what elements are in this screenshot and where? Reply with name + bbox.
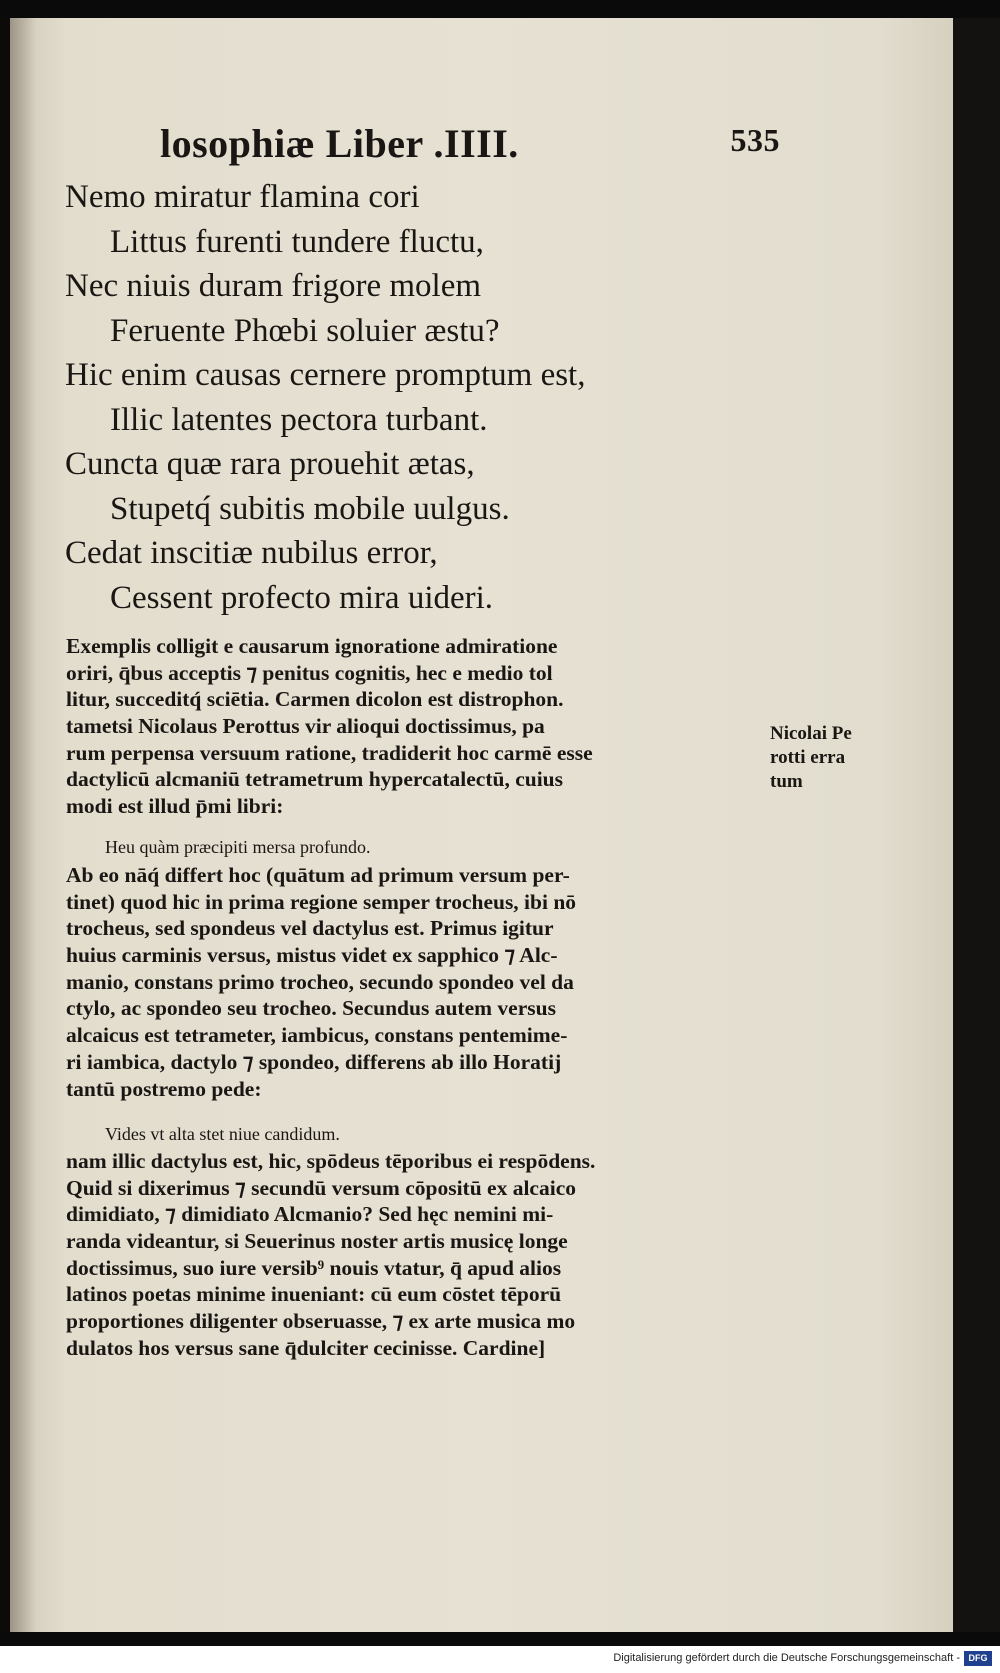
- commentary-line: litur, succeditq́ sciētia. Carmen dicolon est distrophon.: [66, 687, 564, 712]
- binding-gutter-shadow: [10, 18, 36, 1632]
- commentary-line: tinet) quod hic in prima regione semper trocheus, ibi nō: [66, 889, 577, 914]
- running-header: [160, 120, 780, 170]
- verse-line: Nec niuis duram frigore molem: [65, 268, 482, 304]
- running-title: losophiæ Liber .IIII.: [160, 121, 519, 166]
- commentary-line: ctylo, ac spondeo seu trocheo. Secundus autem versus: [66, 996, 556, 1021]
- verse-line: Feruente Phœbi soluier æstu?: [110, 312, 500, 349]
- funding-credit: Digitalisierung gefördert durch die Deutsche Forschungsgemeinschaft -: [613, 1652, 960, 1664]
- commentary-line: dulatos hos versus sane q̄dulciter cecinisse. Cardine]: [66, 1335, 546, 1360]
- commentary-line: proportiones diligenter obseruasse, ⁊ ex arte musica mo: [66, 1309, 576, 1334]
- quoted-verse: Heu quàm præcipiti mersa profundo.: [105, 837, 371, 857]
- marginal-note-line: tum: [770, 771, 803, 792]
- commentary-line: huius carminis versus, mistus videt ex sapphico ⁊ Alc-: [66, 943, 558, 968]
- commentary-line: randa videantur, si Seuerinus noster artis musicę longe: [66, 1229, 568, 1254]
- commentary-line: dimidiato, ⁊ dimidiato Alcmanio? Sed hęc nemini mi-: [66, 1202, 554, 1227]
- commentary-line: alcaicus est tetrameter, iambicus, constans pentemime-: [66, 1023, 568, 1048]
- commentary-line: tantū postremo pede:: [66, 1076, 262, 1101]
- commentary-line: doctissimus, suo iure versib⁹ nouis vtatur, q̄ apud alios: [66, 1255, 562, 1280]
- commentary-line: tametsi Nicolaus Perottus vir alioqui doctissimus, pa: [66, 714, 545, 739]
- scan-border-top: [0, 0, 1000, 18]
- marginal-note-line: rotti erra: [770, 747, 846, 768]
- marginal-note: [770, 722, 900, 794]
- verse-line: Illic latentes pectora turbant.: [110, 401, 488, 438]
- commentary-line: ri iambica, dactylo ⁊ spondeo, differens ab illo Horatij: [66, 1049, 562, 1074]
- verse-line: Cuncta quæ rara prouehit ætas,: [65, 446, 475, 482]
- verse-line: Cedat inscitiæ nubilus error,: [65, 535, 438, 571]
- verse-line: Nemo miratur flamina cori: [65, 179, 420, 215]
- commentary-line: manio, constans primo trocheo, secundo spondeo vel da: [66, 969, 574, 994]
- scan-border-right: [953, 18, 1000, 1632]
- verse-line: Cessent profecto mira uideri.: [110, 579, 494, 616]
- verse-line: Hic enim causas cernere promptum est,: [65, 357, 586, 393]
- commentary-line: modi est illud p̄mi libri:: [66, 794, 284, 819]
- commentary-line: rum perpensa versuum ratione, tradiderit hoc carmē esse: [66, 740, 593, 765]
- commentary-line: Exemplis colligit e causarum ignoratione admiratione: [66, 634, 558, 658]
- commentary-line: Quid si dixerimus ⁊ secundū versum cōpositū ex alcaico: [66, 1175, 576, 1200]
- commentary-line: trocheus, sed spondeus vel dactylus est. Primus igitur: [66, 916, 554, 941]
- scan-border-bottom: [0, 1632, 1000, 1646]
- commentary-line: dactylicū alcmaniū tetrametrum hypercatalectū, cuius: [66, 767, 564, 792]
- commentary-part-b: [66, 862, 766, 1102]
- quoted-verse: Vides vt alta stet niue candidum.: [105, 1124, 340, 1144]
- verse-block: [65, 175, 765, 620]
- verse-line: Stupetq́ subitis mobile uulgus.: [110, 490, 510, 527]
- commentary-line: Ab eo nāq́ differt hoc (quātum ad primum versum per-: [66, 863, 570, 887]
- commentary-line: nam illic dactylus est, hic, spōdeus tēporibus ei respōdens.: [66, 1149, 596, 1173]
- dfg-logo: DFG: [964, 1651, 992, 1666]
- commentary-line: oriri, q̄bus acceptis ⁊ penitus cognitis, hec e medio tol: [66, 660, 553, 685]
- folio-number: 535: [730, 122, 780, 158]
- commentary-part-a: [66, 633, 766, 820]
- commentary-part-c: [66, 1148, 766, 1362]
- marginal-note-line: Nicolai Pe: [770, 723, 852, 744]
- commentary-line: latinos poetas minime inueniant: cū eum cōstet tēporū: [66, 1282, 562, 1307]
- verse-line: Littus furenti tundere fluctu,: [110, 223, 484, 260]
- digitization-footer: [0, 1646, 1000, 1673]
